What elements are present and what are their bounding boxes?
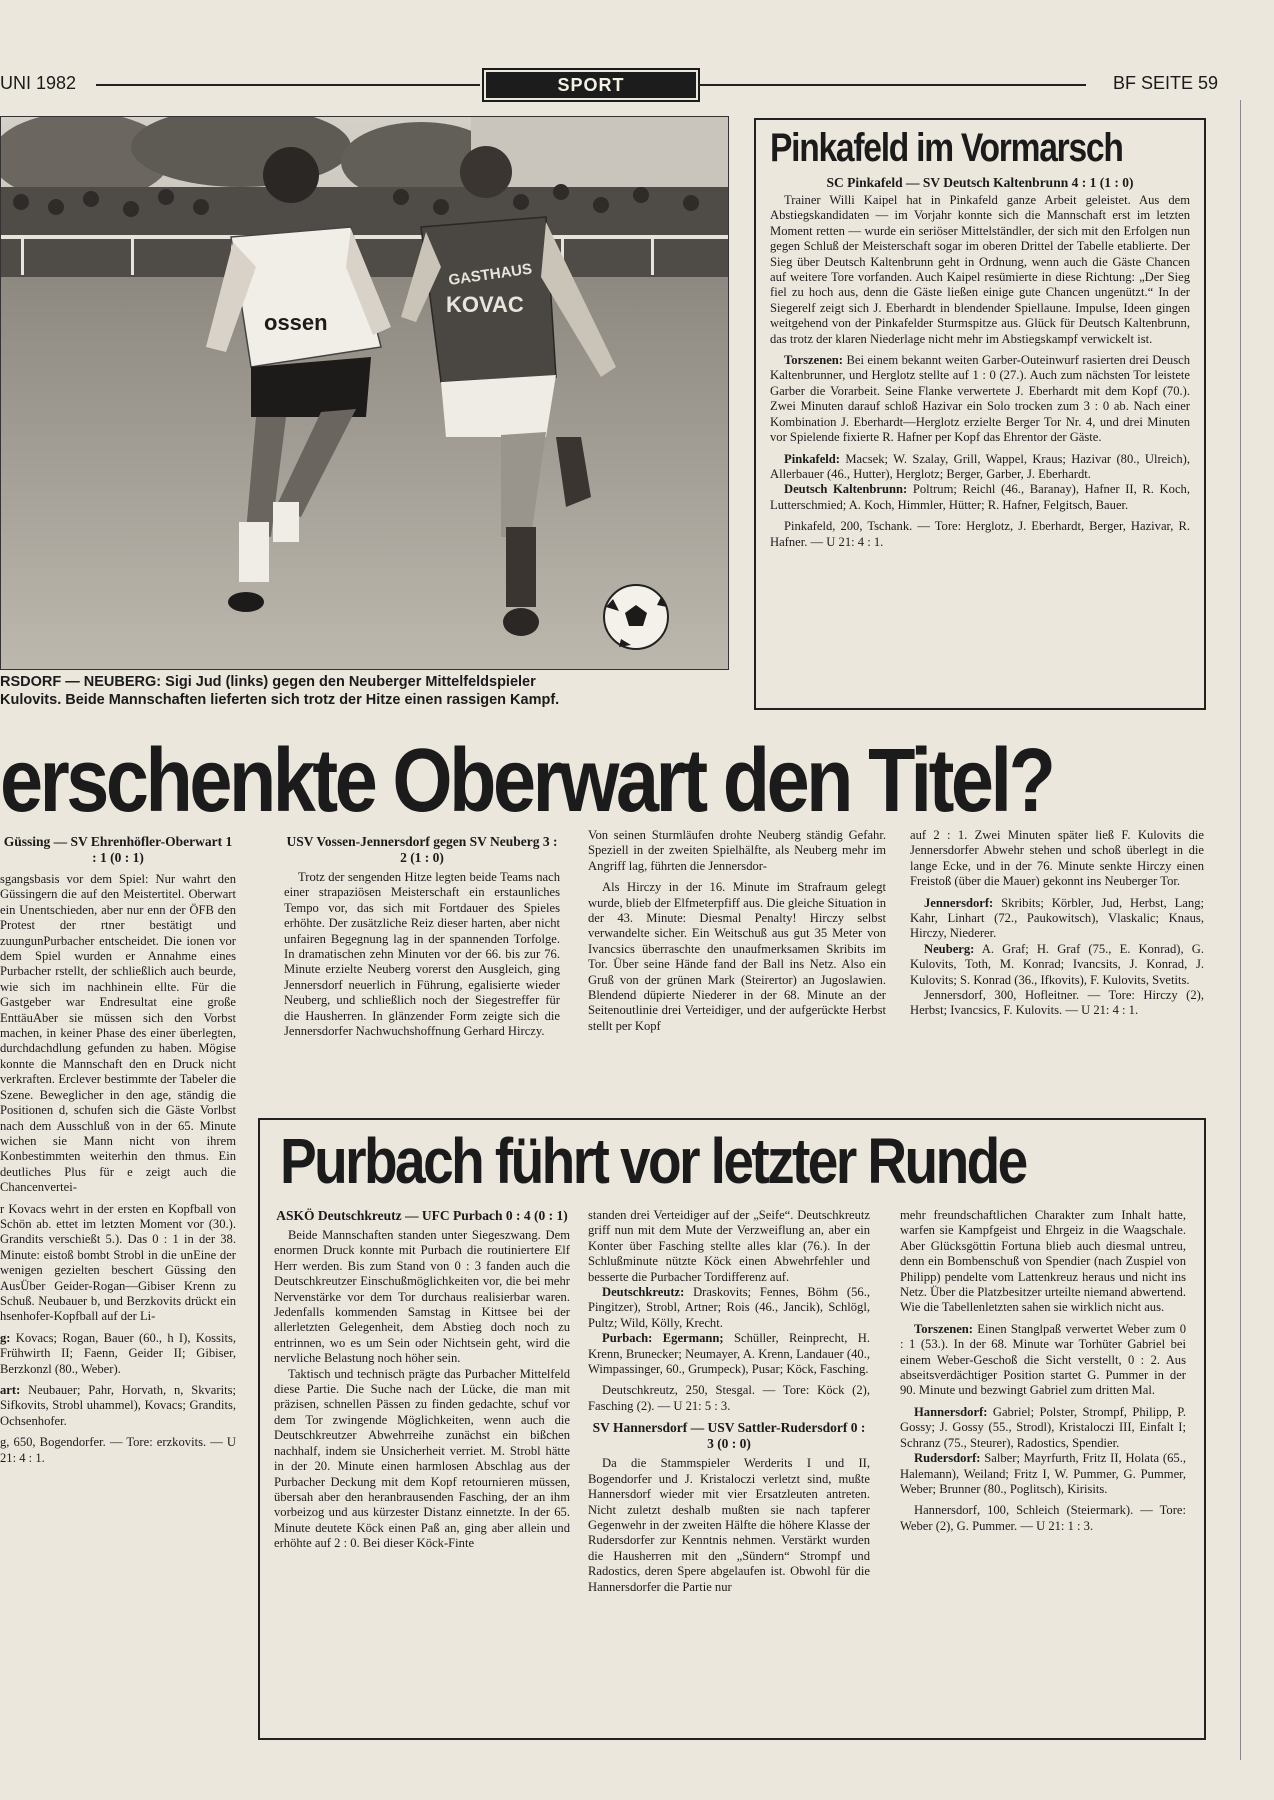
shirt-sponsor-right-line1: GASTHAUS [447, 260, 534, 290]
article-title: Purbach führt vor letzter Runde [280, 1125, 1026, 1197]
match-result-heading: ASKÖ Deutschkreutz — UFC Purbach 0 : 4 (0 : 1) [276, 1208, 568, 1223]
label-lineup: Jennersdorf: [924, 895, 994, 910]
label-lineup: Pinkafeld: [784, 451, 840, 466]
label-lineup: Deutschkreutz: [602, 1285, 685, 1300]
shirt-sponsor-left: ossen [264, 310, 328, 335]
lineup-text: Salber; Mayrfurth, Fritz II, Holata (65., Halemann), Weiland; Fritz I, W. Pummer, G. Pummer, Weber; Brunner (80., Poglitsch), Kirisits. [900, 1451, 1186, 1496]
lineup-text: Kovacs; Rogan, Bauer (60., h I), Kossits, Frühwirth II; Faenn, Geider II; Gibiser, Berzkonzl (80., Weber). [0, 1330, 236, 1376]
match-summary: g, 650, Bogendorfer. — Tore: erzkovits. — U 21: 4 : 1. [0, 1435, 236, 1465]
lineup-text: Macsek; W. Szalay, Grill, Wappel, Kraus; Hazivar (80., Ulreich), Allerbauer (46., Hutter), Herglotz; Berger, Garber, J. Eberhardt. [770, 451, 1190, 481]
label-lineup: Deutsch Kaltenbrunn: [784, 482, 908, 497]
header-rule-left [96, 84, 480, 86]
header-date: UNI 1982 [0, 73, 77, 93]
match-result-heading: SV Hannersdorf — USV Sattler-Rudersdorf 0 : 3 (0 : 0) [592, 1420, 866, 1452]
purbach-column-1 [274, 1208, 570, 1552]
article-paragraph: mehr freundschaftlichen Charakter zum Inhalt hatte, warfen sie Kampfgeist und Ehrgeiz in die Waagschale. Aber Glücksgöttin Fortuna blieb auch diesmal untreu, denn ein Bombenschuß von Spendier (nach Zuspiel von Philipp) pendelte vom Lattenkreuz heraus und nicht ins Netz. Über die Platzbesitzer urteilte niemand abwertend. Wie die Tabellenletzten sahen sie wirklich nicht aus. [900, 1208, 1186, 1315]
main-headline: erschenkte Oberwart den Titel? [0, 731, 1053, 831]
label-lineup: Hannersdorf: [914, 1404, 988, 1419]
purbach-column-2 [588, 1208, 870, 1595]
match-summary: Hannersdorf, 100, Schleich (Steiermark). — Tore: Weber (2), G. Pummer. — U 21: 1 : 3. [900, 1503, 1186, 1533]
article-paragraph: Da die Stammspieler Werderits I und II, Bogendorfer und J. Kristaloczi verletzt sind, mußte Hannersdorf wieder mit vier Ersatzleuten antreten. Nicht zuletzt deshalb mußten sie nach tapferer Gegenwehr in der zweiten Hälfte die höhere Klasse der Rudersdorfer zur Kenntnis nehmen. Verstärkt wurden die Hausherren mit den „Sündern“ Strompf und Radostics, deren Spere abgelaufen ist. Obwohl für die Hannersdorfer die Partie nur [588, 1456, 870, 1594]
article-paragraph: standen drei Verteidiger auf der „Seife“. Deutschkreutz griff nun mit dem Mute der Verzweiflung an, aber ein Konter über Fasching stellte alles klar (76.). In der Schlußminute nützte Köck einen Abwehrfehler und besserte die Purbacher Tordifferenz auf. [588, 1208, 870, 1284]
article-paragraph: auf 2 : 1. Zwei Minuten später ließ F. Kulovits die Jennersdorfer Abwehr stehen und schoß überlegt in die lange Ecke, und in der 76. Minute senkte Hirczy einen Freistoß (über die Mauer) gekonnt ins Neuberger Tor. [910, 828, 1204, 889]
section-label: SPORT [482, 68, 700, 102]
label-torszenen: Torszenen: [784, 353, 844, 368]
label-lineup: Purbach: Egermann; [602, 1331, 724, 1346]
article-paragraph: sgangsbasis vor dem Spiel: Nur wahrt den Güssingern die auf den Meistertitel. Oberwart ein Unentschieden, aber nur enn der ÖFB den Protest der rtner bestätigt und zuungunPurbacher entscheidet. Die ionen vor dem Spiel wurden er Annahme eines Purbacher rstellt, der schließlich auch beurde, wie sich im nachhinein ellte. Für die Gastgeber war Endresultat eine große EnttäuAber sie müssen sich den Vorbst machen, in keiner Phase des einer überlegten, durchdachdlung gefunden zu haben. Mögise konnte die Mannschaft den en Druck nicht verkraften. Erclever bestimmte der Tabeler die Szene. Beweglicher in den age, ständig die Positionen d, schufen sich die Gäste Vorlbst nach dem Ausschluß von in der 65. Minute wichen sie Mann nicht von ihrem Konbestimmten weiterhin den thmus. Ein deutliches Plus für e zeigt auch die Chancenvertei- [0, 872, 236, 1195]
photo-caption [0, 673, 730, 709]
article-column-3 [588, 828, 886, 1034]
article-paragraph: Taktisch und technisch prägte das Purbacher Mittelfeld diese Partie. Die Suche nach der Lücke, die man mit präzisen, schnellen Pässen zu finden gedachte, schuf vor dem Tor zwingende Möglichkeiten, wenn auch die Deutschkreutzer Abwehrreihe zunächst ein bißchen nachhalf, indem sie Unsicherheit verriet. M. Strobl hätte in der 20. Minute einen harmlosen Abschlag aus der Purbacher Deckung mit dem Kopf retournieren müssen, übersah aber den heranbrausenden Fasching, der an ihm vorbeizog und aus kürzester Distanz einnetzte. In der 65. Minute deutete Köck einen Paß an, ging aber allein und erhöhte auf 2 : 0. Bei dieser Köck-Finte [274, 1366, 570, 1551]
label-torszenen: Torszenen: [914, 1321, 974, 1336]
lineup-text: Draskovits; Fennes, Böhm (56., Pingitzer), Strobl, Artner; Rois (46., Jancik), Schlögl, Pultz; Wild, Kölly, Krecht. [588, 1285, 870, 1330]
match-result-heading: SC Pinkafeld — SV Deutsch Kaltenbrunn 4 : 1 (1 : 0) [826, 175, 1134, 190]
lineup-text: A. Graf; H. Graf (75., E. Konrad), G. Kulovits, Toth, M. Konrad; Ivancsits, J. Konrad, J. Kulovits; S. Konrad (36., Ifkovits), F. Kulovits, Svetits. [910, 941, 1204, 987]
label-lineup: Rudersdorf: [914, 1451, 981, 1466]
lineup-text: Schüller, Reinprecht, H. Krenn, Brunecker; Neumayer, A. Krenn, Landauer (40., Wimpassinger, 60., Grumpeck), Pusar; Köck, Fasching. [588, 1331, 870, 1377]
article-paragraph: r Kovacs wehrt in der ersten en Kopfball von Schön ab. ettet im letzten Moment vor (30.). Grandits verschießt 5.). Das 0 : 1 in der 38. Minute: eistoß bombt Strobl in die unEine der wenigen gezielten beschert Güssing den AusÜber Geider-Rogan—Gibiser Krenn zu Schuß. Neubauer b, und Berzkovits drückt ein hsenhofer-Kopfball auf der Li- [0, 1201, 236, 1324]
article-pinkafeld [754, 118, 1206, 710]
match-photo [0, 116, 729, 670]
photo-caption-line1: RSDORF — NEUBERG: Sigi Jud (links) gegen den Neuberger Mittelfeldspieler [0, 674, 536, 690]
article-column-2 [284, 834, 560, 1039]
match-result-heading: USV Vossen-Jennersdorf gegen SV Neuberg 3 : 2 (1 : 0) [286, 834, 558, 865]
article-paragraph: Beide Mannschaften standen unter Siegeszwang. Dem enormen Druck konnte mit Purbach die routiniertere Elf Herr werden. Bis zum Stand von 0 : 3 fanden auch die Deutschkreutzer Einschußmöglichkeiten vor, die bei mehr Nervenstärke vor dem Tor durchaus realisierbar waren. Jedenfalls kommenden Samstag in Kittsee bei der allerletzten Gelegenheit, dem Abstieg doch noch zu entrinnen, wo es um Sein oder Nichtsein geht, wird die nervliche Belastung noch höher sein. [274, 1228, 570, 1366]
header-rule-right [698, 84, 1086, 86]
lineup-text: Gabriel; Polster, Strompf, Philipp, P. Gossy; J. Gossy (55., Strodl), Kristaloczi III, Einfalt I; Schranz (75., Steurer), Radostics, Spendier. [900, 1404, 1186, 1450]
article-column-4 [910, 828, 1204, 1019]
shirt-sponsor-right-line2: KOVAC [446, 292, 524, 317]
match-summary: Pinkafeld, 200, Tschank. — Tore: Herglotz, J. Eberhardt, Berger, Hazivar, R. Hafner. — U 21: 4 : 1. [770, 519, 1190, 549]
article-column-1 [0, 834, 236, 1466]
lineup-text: Poltrum; Reichl (46., Baranay), Hafner II, R. Koch, Lutterschmied; A. Koch, Himmler, Hütter; R. Hafner, Felgitsch, Bauer. [770, 482, 1190, 512]
article-paragraph: Trainer Willi Kaipel hat in Pinkafeld ganze Arbeit geleistet. Aus dem Abstiegskandidaten — im Vorjahr konnte sich die Mannschaft erst im letzten Moment retten — wurde ein seriöser Mittelständler, der sich mit den Erfolgen nun gegen Schluß der Meisterschaft sogar im oberen Drittel der Tabelle etablierte. Der Sieg über Deutsch Kaltenbrunn geht in Ordnung, wenn auch die Gäste Chancen auf weitere Tore vorfanden. Auch Kaipel resümierte in diese Richtung: „Der Sieg fiel zu hoch aus, denn die Gäste ließen einige gute Chancen ungenützt.“ In der Siegerelf zeigt sich J. Eberhardt in blendender Spiellaune. Impulse, Ideen gingen weitgehend von der Pinkafelder Sturmspitze aus. Glück für Deutsch Kaltenbrunn, das trotz der klaren Niederlage nicht mehr im Abstiegskampf verwickelt ist. [770, 193, 1190, 346]
lineup-text: Skribits; Körbler, Jud, Herbst, Lang; Kahr, Linhart (72., Paukowitsch), Vlaskalic; Knaus, Hirczy, Niederer. [910, 895, 1204, 941]
photo-caption-line2: Kulovits. Beide Mannschaften lieferten sich trotz der Hitze einen rassigen Kampf. [0, 692, 560, 708]
article-title: Pinkafeld im Vormarsch [770, 126, 1123, 170]
header-page-number: BF SEITE 59 [1112, 73, 1218, 93]
match-result-heading: Güssing — SV Ehrenhöfler-Oberwart 1 : 1 (0 : 1) [3, 834, 233, 865]
article-paragraph: Trotz der sengenden Hitze legten beide Teams nach einer strapaziösen Meisterschaft ein erstaunliches Tempo vor, das sich mit Fortdauer des Spieles erhöhte. Der zusätzliche Reiz dieser harten, aber nicht unfairen Begegnung lag in der spannenden Torfolge. In dramatischen zehn Minuten vor der 66. bis zur 76. Minute erzielte Neuberg vorerst den Ausgleich, ging Jennersdorf neuerlich in Führung, egalisierte wieder Neuberg, und schließlich noch der Siegestreffer für die Hausherren. In glänzender Form zeigte sich die Jennersdorfer Nachwuchshoffnung Gerhard Hirczy. [284, 870, 560, 1039]
article-paragraph: Von seinen Sturmläufen drohte Neuberg ständig Gefahr. Speziell in der zweiten Spielhälfte, als Neuberg mehr im Angriff lag, führten die Jennersdor- [588, 828, 886, 873]
match-summary: Jennersdorf, 300, Hofleitner. — Tore: Hirczy (2), Herbst; Ivancsics, F. Kulovits. — U 21: 4 : 1. [910, 988, 1204, 1018]
label-lineup: art: [0, 1383, 21, 1397]
label-lineup: g: [0, 1330, 11, 1345]
article-paragraph: Einen Stanglpaß verwertet Weber zum 0 : 1 (53.). In der 68. Minute war Torhüter Gabriel bei einem Weber-Geschoß die Sicht verstellt, 0 : 2. Aus abseitsverdächtiger Position startet G. Pummer in der 90. Minute und bezwingt Gabriel zum dritten Mal. [900, 1321, 1186, 1398]
purbach-column-3 [900, 1208, 1186, 1534]
match-summary: Deutschkreutz, 250, Stesgal. — Tore: Köck (2), Fasching (2). — U 21: 5 : 3. [588, 1383, 870, 1413]
label-lineup: Neuberg: [924, 941, 975, 956]
article-paragraph: Bei einem bekannt weiten Garber-Outeinwurf rasierten drei Deusch Kaltenbrunner, und Herglotz stellte auf 1 : 0 (27.). Auch zum nächsten Tor leistete Garber die Vorarbeit. Seine Flanke verwertete J. Eberhardt mit dem Kopf (70.). Zwei Minuten darauf schloß Hazivar ein Solo trocken zum 3 : 0 ab. Nach einer Kombination J. Eberhardt—Herglotz erzielte Berger Tor Nr. 4, und drei Minuten vor Spielende fixierte R. Hafner per Kopf das Ehrentor der Gäste. [770, 353, 1190, 445]
lineup-text: Neubauer; Pahr, Horvath, n, Skvarits; Sifkovits, Strobl uhammel), Kovacs; Grandits, Ochsenhofer. [0, 1383, 236, 1428]
page-edge-line [1240, 100, 1241, 1760]
article-paragraph: Als Hirczy in der 16. Minute im Strafraum gelegt wurde, blieb der Elfmeterpfiff aus. Die gleiche Situation in der 43. Minute: Diesmal Penalty! Hirczy selbst verwandelte sicher. Ein Weitschuß aus gut 35 Meter von Ivancsics überraschte den unaufmerksamen Skribits im Tor. Über seine Hände fand der Ball ins Netz. Also ein Gruß von der grünen Mark (Steirertor) an Jugoslawien. Blendend düpierte Niederer in der 68. Minute an der Seitenoutlinie drei Verteidiger, und der aufgerückte Herbst stellt per Kopf [588, 880, 886, 1033]
